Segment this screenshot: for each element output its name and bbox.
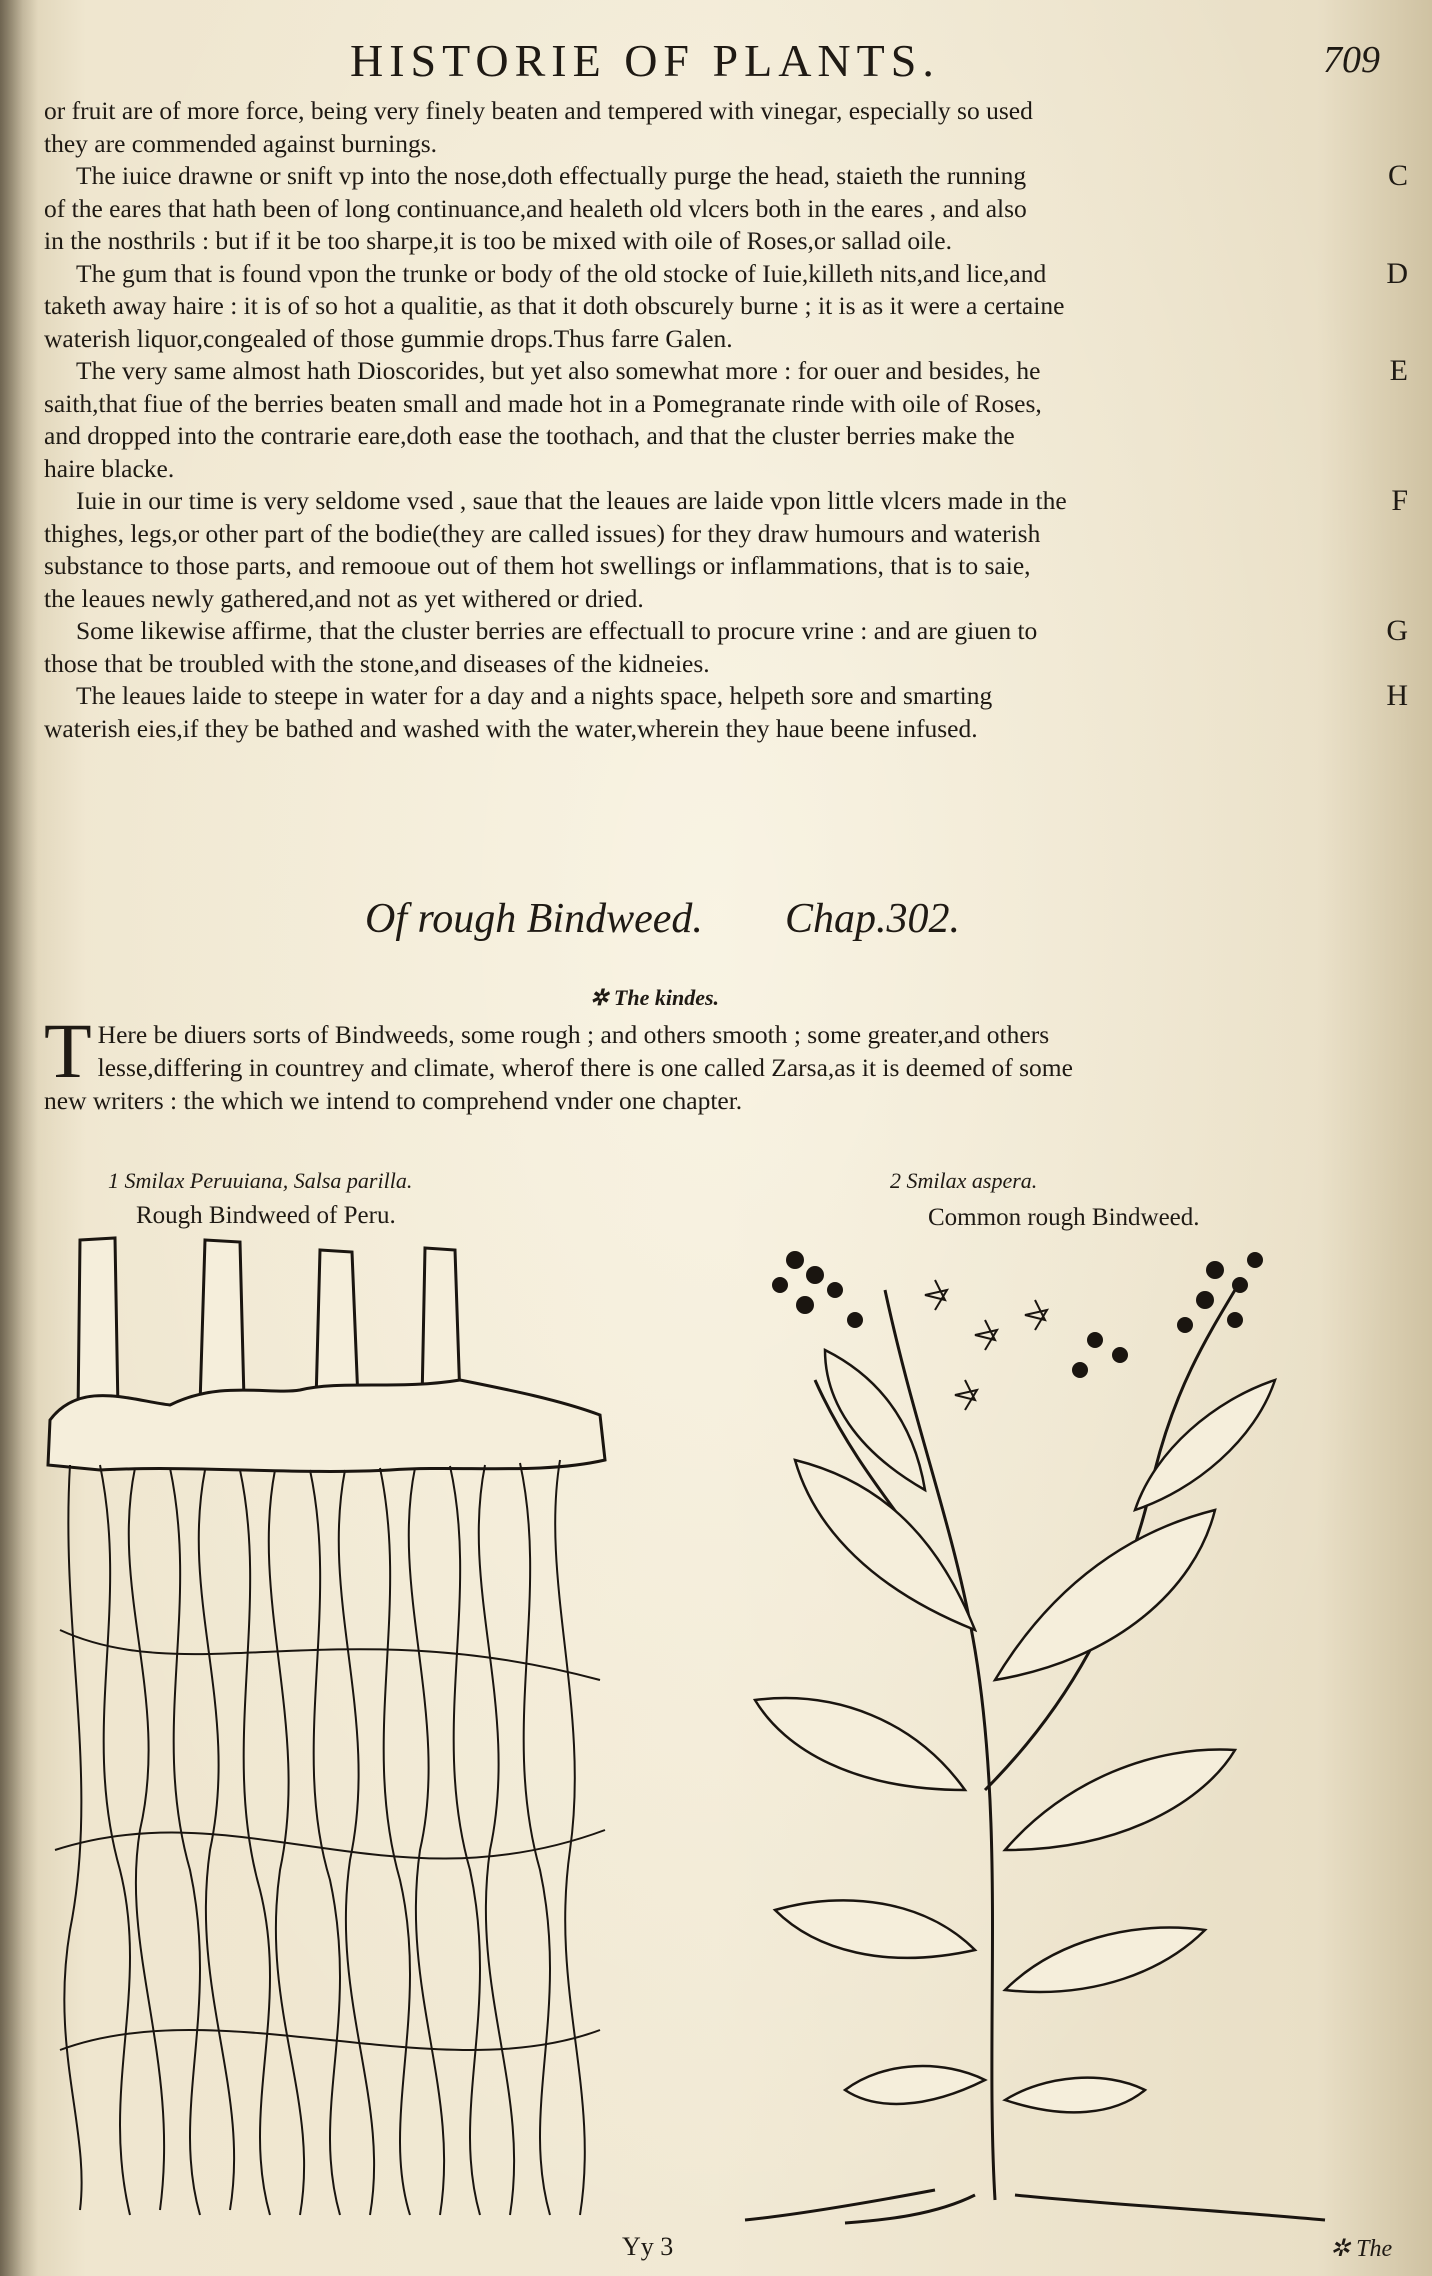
chapter-heading	[0, 895, 1432, 955]
drop-cap: T	[44, 1007, 92, 1094]
paragraph	[44, 354, 1408, 485]
paragraph	[44, 159, 1408, 258]
root-stem	[422, 1248, 460, 1402]
figure-label: 2 Smilax aspera.	[890, 1168, 1038, 1193]
text-line: substance to those parts, and remooue out of them hot swellings or inflammations, that is to saie,	[44, 551, 1031, 580]
margin-letter: D	[1386, 256, 1408, 290]
text-line: and dropped into the contrarie eare,doth ease the toothach, and that the cluster berries make the	[44, 421, 1015, 450]
text-line: taketh away haire : it is of so hot a qualitie, as that it doth obscurely burne ; it is as it were a certaine	[44, 291, 1065, 320]
text-line: The very same almost hath Dioscorides, but yet also somewhat more : for ouer and besides, he	[76, 356, 1041, 385]
root-illustration	[40, 1230, 620, 2225]
paragraph	[44, 484, 1408, 615]
signature-mark: Yy 3	[622, 2232, 674, 2261]
text-line: Some likewise affirme, that the cluster berries are effectuall to procure vrine : and are giuen to	[76, 616, 1038, 645]
root-crown	[48, 1380, 605, 1471]
text-line: lesse,differing in countrey and climate, wherof there is one called Zarsa,as it is deemed of some	[97, 1053, 1073, 1082]
root-stem	[78, 1238, 118, 1415]
margin-letter: F	[1391, 484, 1408, 517]
text-line: waterish eies,if they be bathed and washed with the water,wherein they haue beene infused.	[44, 713, 978, 743]
text-line: new writers : the which we intend to comprehend vnder one chapter.	[44, 1086, 743, 1115]
text-line: saith,that fiue of the berries beaten small and made hot in a Pomegranate rinde with oile of Roses,	[44, 388, 1042, 418]
text-line: those that be troubled with the stone,and diseases of the kidneies.	[44, 648, 710, 678]
leaf	[755, 1698, 965, 1790]
text-line: Iuie in our time is very seldome vsed , saue that the leaues are laide vpon little vlcers made in the	[76, 486, 1067, 515]
body-text	[44, 95, 1408, 745]
text-line: thighes, legs,or other part of the bodie(they are called issues) for they draw humours and waterish	[44, 518, 1041, 548]
text-line: or fruit are of more force, being very finely beaten and tempered with vinegar, especially so used	[44, 96, 1033, 125]
paragraph	[44, 256, 1408, 356]
section-heading: ✲ The kindes.	[590, 985, 720, 1010]
margin-letter: G	[1386, 614, 1408, 647]
intro-paragraph	[44, 1007, 1349, 1117]
leaf	[825, 1350, 925, 1490]
page-header	[0, 30, 1432, 90]
leaf	[1005, 2078, 1145, 2113]
margin-letter: C	[1387, 159, 1408, 192]
root-stem	[316, 1250, 358, 1402]
chapter-title: Of rough Bindweed.	[365, 896, 703, 942]
figure-label: 1 Smilax Peruuiana, Salsa parilla.	[108, 1168, 413, 1193]
gutter-shadow	[0, 0, 38, 2276]
leaf	[845, 2066, 985, 2104]
margin-letter: E	[1389, 354, 1408, 387]
leaf	[1135, 1380, 1275, 1510]
text-line: of the eares that hath been of long continuance,and healeth old vlcers both in the eares , and also	[44, 193, 1027, 223]
text-line: The gum that is found vpon the trunke or body of the old stocke of Iuie,killeth nits,and lice,and	[76, 258, 1047, 288]
text-line: they are commended against burnings.	[44, 128, 438, 158]
paragraph	[44, 95, 1374, 160]
text-line: waterish liquor,congealed of those gummie drops.Thus farre Galen.	[44, 323, 733, 353]
catchword: ✲ The	[1330, 2236, 1393, 2262]
running-title: HISTORIE OF PLANTS.	[350, 35, 940, 86]
leaf	[1005, 1750, 1235, 1850]
page-number: 709	[1323, 39, 1380, 81]
text-line: the leaues newly gathered,and not as yet withered or dried.	[44, 583, 644, 613]
margin-letter: H	[1386, 679, 1408, 712]
text-line: The leaues laide to steepe in water for a day and a nights space, helpeth sore and smarting	[76, 681, 993, 710]
text-line: in the nosthrils : but if it be too sharpe,it is too be mixed with oile of Roses,or sallad oile.	[44, 226, 952, 255]
chapter-number: Chap.302.	[785, 896, 961, 942]
text-line: Here be diuers sorts of Bindweeds, some rough ; and others smooth ; some greater,and others	[97, 1020, 1050, 1049]
figure-caption: Common rough Bindweed.	[928, 1204, 1200, 1231]
leaf	[1005, 1928, 1205, 1992]
figure-caption: Rough Bindweed of Peru.	[136, 1202, 396, 1229]
paragraph	[44, 614, 1408, 680]
paragraph	[44, 679, 1408, 745]
leaf	[775, 1900, 975, 1958]
leaf	[795, 1460, 975, 1630]
plant-illustration	[735, 1230, 1335, 2225]
leaf	[995, 1510, 1215, 1680]
text-line: The iuice drawne or snift vp into the nose,doth effectually purge the head, staieth the running	[76, 161, 1027, 190]
text-line: haire blacke.	[44, 453, 175, 483]
root-stem	[200, 1240, 244, 1405]
